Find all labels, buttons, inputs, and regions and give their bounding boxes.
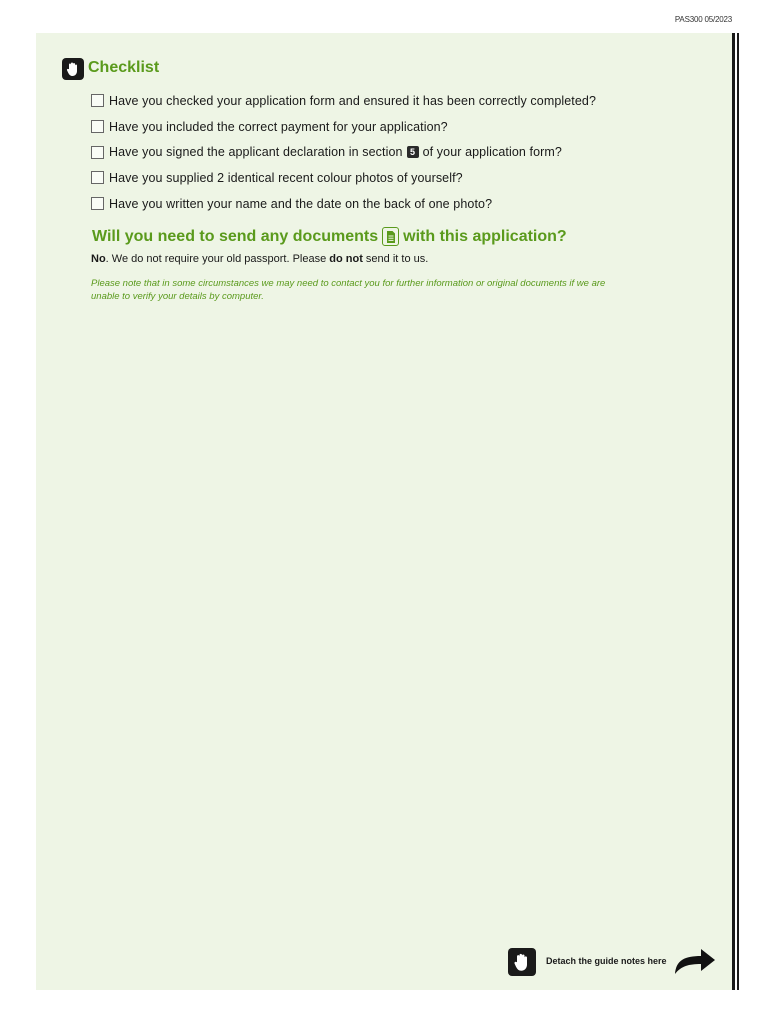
section-number-badge: 5 — [407, 146, 419, 158]
documents-heading-start: Will you need to send any documents — [92, 227, 379, 245]
form-reference: PAS300 05/2023 — [674, 15, 732, 24]
detach-edge-line — [732, 33, 735, 990]
right-arrow-icon — [673, 946, 717, 976]
answer-text-end: send it to us. — [362, 253, 429, 265]
checklist-item-text-end: of your application form? — [422, 145, 562, 160]
checklist-item-text: Have you checked your application form and ensured it has been correctly completed? — [109, 93, 597, 108]
checkbox[interactable] — [91, 120, 104, 133]
checklist-item — [91, 88, 596, 114]
hand-icon — [62, 58, 84, 80]
checkbox[interactable] — [91, 94, 104, 107]
detach-edge-line-outer — [737, 33, 739, 990]
checklist-item-text: Have you signed the applicant declaration in section — [109, 145, 403, 160]
checklist-title: Checklist — [88, 59, 160, 76]
document-icon — [382, 227, 399, 246]
hand-icon — [508, 948, 536, 976]
checklist-item — [91, 114, 596, 140]
checklist-item-text: Have you included the correct payment for your application? — [109, 119, 448, 134]
checklist-item — [91, 191, 596, 217]
answer-emphasis: do not — [329, 253, 363, 265]
checkbox[interactable] — [91, 197, 104, 210]
documents-note: Please note that in some circumstances we may need to contact you for further information or original documents if we are unable to verify your details by computer. — [91, 278, 606, 302]
checklist-item — [91, 165, 596, 191]
detach-instruction: Detach the guide notes here — [546, 956, 667, 966]
documents-answer — [91, 253, 428, 265]
checkbox[interactable] — [91, 171, 104, 184]
answer-text: . We do not require your old passport. Please — [105, 253, 330, 265]
documents-heading — [92, 227, 567, 246]
checklist-item-text: Have you supplied 2 identical recent colour photos of yourself? — [109, 170, 463, 185]
checkbox[interactable] — [91, 146, 104, 159]
documents-heading-end: with this application? — [403, 227, 567, 245]
checklist-item-text: Have you written your name and the date on the back of one photo? — [109, 196, 493, 211]
checklist-item — [91, 139, 596, 165]
checklist-items — [91, 88, 596, 216]
answer-no: No — [91, 253, 106, 265]
